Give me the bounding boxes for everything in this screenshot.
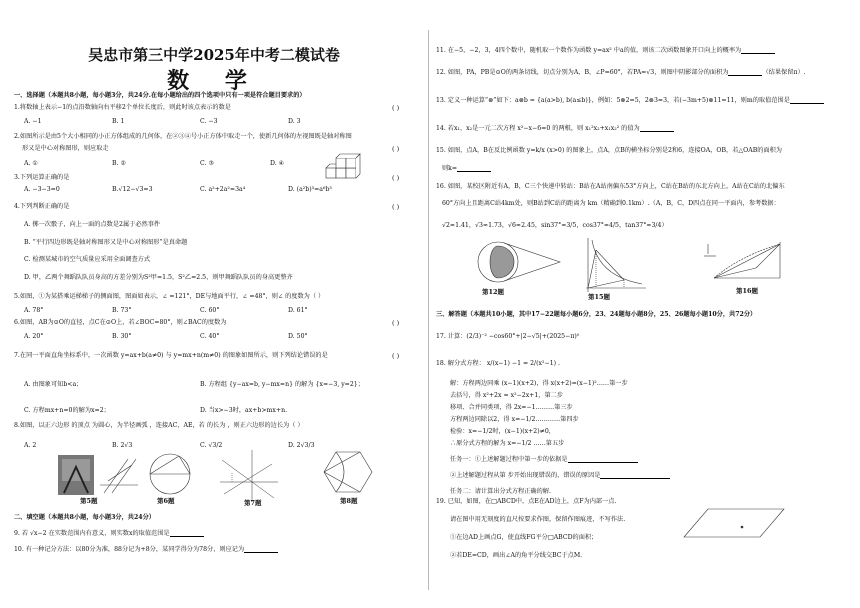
question-11: 11. 在−5，−2，3，4四个数中，随机取一个数作为函数 y=ax² 中a的值，则该二次函数图象开口向上的概率为	[436, 47, 775, 54]
q18-step-4: 方程两边同除以2，得 x=−1/2…………第四步	[450, 416, 579, 423]
question-10: 10. 有一种记分方法：以80分为准，88分记为+8分，某同学得分为78分，则应记为	[14, 546, 278, 553]
question-16-line3: √2≈1.41，√3≈1.73，√6≈2.45，sin37°≈3/5，cos37°≈4/5，tan37°≈3/4）	[442, 222, 668, 229]
question-9: 9. 若 √x−2 在实数范围内有意义，则实数x的取值范围是	[14, 530, 204, 537]
caption-fig15: 第15题	[588, 293, 611, 301]
answer-paren: ( )	[392, 352, 400, 360]
q8-option-c: C. √3/2	[200, 442, 223, 449]
q1-option-b: B. 1	[112, 118, 125, 125]
right-column	[430, 0, 860, 608]
q6-option-a: A. 20°	[24, 333, 44, 340]
line-graph-figure-7	[218, 448, 280, 504]
question-18: 18. 解分式方程： x/(x−1) −1 = 2/(x²−1) .	[436, 360, 560, 367]
q8-option-b: B. 2√3	[112, 442, 133, 449]
circle-figure-6	[145, 450, 195, 496]
q18-step-3: 移项、合并同类项，得 2x=−1………第三步	[450, 404, 573, 411]
q5-option-a: A. 78°	[24, 307, 44, 314]
answer-paren: ( )	[392, 174, 400, 182]
question-16-line2: 60°方向上且距离C站4km处，则B站到C站的距离为 km（精确到0.1km）.（A，B，C，D四点在同一平面内，参考数据：	[442, 200, 780, 207]
question-7: 7.在同一平面直角坐标系中，一次函数 y=ax+b(a≠0) 与 y=mx+n(m≠0) 的图象如图所示，则下列结论错误的是	[14, 352, 328, 359]
question-15-line1: 15. 如图，点A，B在反比例函数 y=k/x (x>0) 的图象上，点A，点B的横坐标分别是2和6，连接OA，OB，若△OAB的面积为	[436, 147, 782, 154]
question-19-line3: ①在边AD上画点G，使直线FG平分□ABCD的面积；	[450, 534, 598, 541]
q2-option-d: D. ④	[270, 160, 285, 167]
escalator-photo	[58, 455, 94, 495]
question-1: 1.将数轴上表示−1的点沿数轴向右平移2个单位长度后，则此时该点表示的数是	[14, 104, 231, 111]
question-6: 6.如图，AB为⊙O的直径，点C在⊙O上，若∠BOC=80°，则∠BAC的度数为	[14, 319, 227, 326]
q2-option-b: B. ②	[112, 160, 127, 167]
q6-option-d: D. 50°	[288, 333, 308, 340]
task-1-part-2: ②上述解题过程从第 步开始出现错误的，错误的原因是	[450, 470, 670, 479]
q18-step-2: 去括号，得 x²+2x = x²−2x+1，第二步	[450, 392, 564, 399]
q1-option-c: C. −3	[200, 118, 218, 125]
question-3: 3.下列运算正确的是	[14, 174, 70, 181]
task-1-part-1: 任务一：①上述解题过程中第一步的依据是	[450, 454, 638, 463]
q8-option-a: A. 2	[24, 442, 37, 449]
parallelogram-figure-19	[680, 503, 790, 543]
question-2-line2: 形又是中心对称图形，则应取走	[22, 145, 109, 152]
question-19: 19. 已知，如图，在□ABCD中，点E在AD边上，点F为内部一点.	[436, 498, 617, 505]
task-2: 任务二：请计算出分式方程正确的解.	[450, 488, 551, 495]
question-14: 14. 若x₁，x₂是一元二次方程 x²−x−6=0 的两根，则 x₁²x₂+x₁x₂² 的值为	[436, 125, 674, 132]
left-column	[0, 0, 428, 608]
caption-fig6: 第6题	[157, 497, 175, 505]
question-4: 4.下列判断正确的是	[14, 203, 70, 210]
q18-step-1: 解：方程两边同乘 (x−1)(x+2)，得 x(x+2)=(x−1)²……第一步	[450, 380, 628, 387]
column-divider	[428, 30, 429, 590]
caption-fig5: 第5题	[80, 497, 98, 505]
question-15-line2: 则k=	[442, 165, 491, 172]
q4-option-d: D. 甲，乙两个舞蹈队队员身高的方差分别为S²甲=1.5，S²乙=2.5，则甲舞蹈队队员的身高更整齐	[24, 274, 293, 281]
question-16-line1: 16. 如图，某校区附近有A，B，C三个快递中转站：B站在A站南偏东53°方向上，C站在B站的东北方向上，A站在C站的北偏东	[436, 183, 785, 190]
q4-option-b: B. “平行四边形既是轴对称图形又是中心对称图形”是真命题	[24, 239, 188, 246]
ladder-figure	[98, 455, 140, 495]
exam-title: 吴忠市第三中学2025年中考二模试卷	[88, 46, 340, 64]
q4-option-c: C. 检测某城市的空气质量应采用全面调查方式	[24, 256, 151, 263]
q7-option-c: C. 方程mx+n=0的解为x=2；	[24, 407, 110, 414]
answer-paren: ( )	[392, 104, 400, 112]
hexagon-figure-8	[322, 448, 374, 494]
caption-fig16: 第16题	[736, 287, 759, 295]
q18-step-5: 检验：x=−1/2时，(x−1)(x+2)≠0，	[450, 428, 555, 435]
q6-option-c: C. 40°	[200, 333, 220, 340]
answer-paren: ( )	[392, 203, 400, 211]
q5-option-b: B. 73°	[112, 307, 132, 314]
cube-figure	[322, 152, 366, 186]
q2-option-c: C. ③	[200, 160, 214, 167]
q7-option-b: B. 方程组 {y−ax=b, y−mx=n} 的解为 {x=−3, y=2}；	[200, 381, 364, 388]
q7-option-d: D. 当x>−3时，ax+b>mx+n.	[200, 407, 288, 414]
question-17: 17. 计算：(2/3)⁻² −cos60°+|2−√5|+(2025−π)⁰	[436, 333, 580, 340]
q2-option-a: A. ①	[24, 160, 38, 167]
q3-option-a: A. −3−3=0	[24, 186, 60, 193]
q5-option-c: C. 60°	[200, 307, 220, 314]
caption-fig8: 第8题	[340, 497, 358, 505]
transit-station-figure-16	[700, 238, 800, 286]
q6-option-b: B. 30°	[112, 333, 132, 340]
q8-option-d: D. 2√3/3	[288, 442, 315, 449]
section-3-heading: 三、解答题（本题共10小题，其中17−22题每小题6分，23、24题每小题8分，25、26题每小题10分，共72分）	[436, 311, 757, 318]
q4-option-a: A. 掷一次骰子，向上一面的点数是2属于必然事件	[24, 221, 161, 228]
answer-paren: ( )	[392, 319, 400, 327]
q3-option-b: B.√12−√3=3	[112, 186, 153, 193]
question-19-line4: ②若DE=CD，画出∠A的角平分线交BC于点M.	[450, 552, 583, 559]
q1-option-a: A. −1	[24, 118, 42, 125]
q5-option-d: D. 61°	[288, 307, 308, 314]
q3-option-c: C. a²+2a²=3a⁴	[200, 186, 246, 193]
section-2-heading: 二、填空题（本题共8小题，每小题3分，共24分）	[14, 514, 155, 521]
question-5: 5.如图，①为某搭乘运梯梯子的侧面图，图面如表示，∠ =121°，DE与地面平行，∠ =48°，则∠ 的度数为（ ）	[14, 293, 325, 300]
question-19-line2: 请在图中用无刻度的直尺按要求作图，保留作图痕迹，不写作法.	[450, 516, 626, 523]
caption-fig12: 第12题	[482, 288, 505, 296]
q18-step-6: ∴原分式方程的解为 x=−1/2 ……第五步	[450, 440, 565, 447]
question-2-line1: 2.如图所示是由5个大小相同的小正方体组成的几何体，在②③④号小正方体中取走一个，使新几何体的左视图既是轴对称图	[14, 133, 352, 140]
hyperbola-figure-15	[578, 236, 648, 294]
caption-fig7: 第7题	[244, 499, 262, 507]
q7-option-a: A. 由图象可知b<a；	[24, 381, 83, 388]
question-13: 13. 定义一种运算“⊗”如下：a⊗b = {a(a>b), b(a≤b)}，例如：5⊗2=5，2⊗3=3，若(−3m+5)⊗11=11，则m的取值范围是	[436, 97, 824, 104]
tangent-circle-figure-12	[468, 240, 564, 286]
answer-paren: ( )	[392, 145, 400, 153]
question-8: 8.如图，以正六边形 的顶点 为圆心，为半径画弧 ，连接AC，AE，若 的长为 ，则正六边形的边长为（ ）	[14, 422, 304, 429]
subject-title: 数 学	[167, 68, 261, 94]
q3-option-d: D. (a²b)³=a⁶b³	[288, 186, 332, 193]
question-12: 12. 如图，PA，PB是⊙O的两条切线，切点分别为A，B，∠P=60°，若PA=√3，则图中阴影部分的面积为 （结果保留π）.	[436, 69, 806, 76]
section-1-heading: 一、选择题（本题共8小题，每小题3分，共24分.在每小题给出的四个选项中只有一项是符合题目要求的）	[14, 92, 306, 99]
q1-option-d: D. 3	[288, 118, 301, 125]
